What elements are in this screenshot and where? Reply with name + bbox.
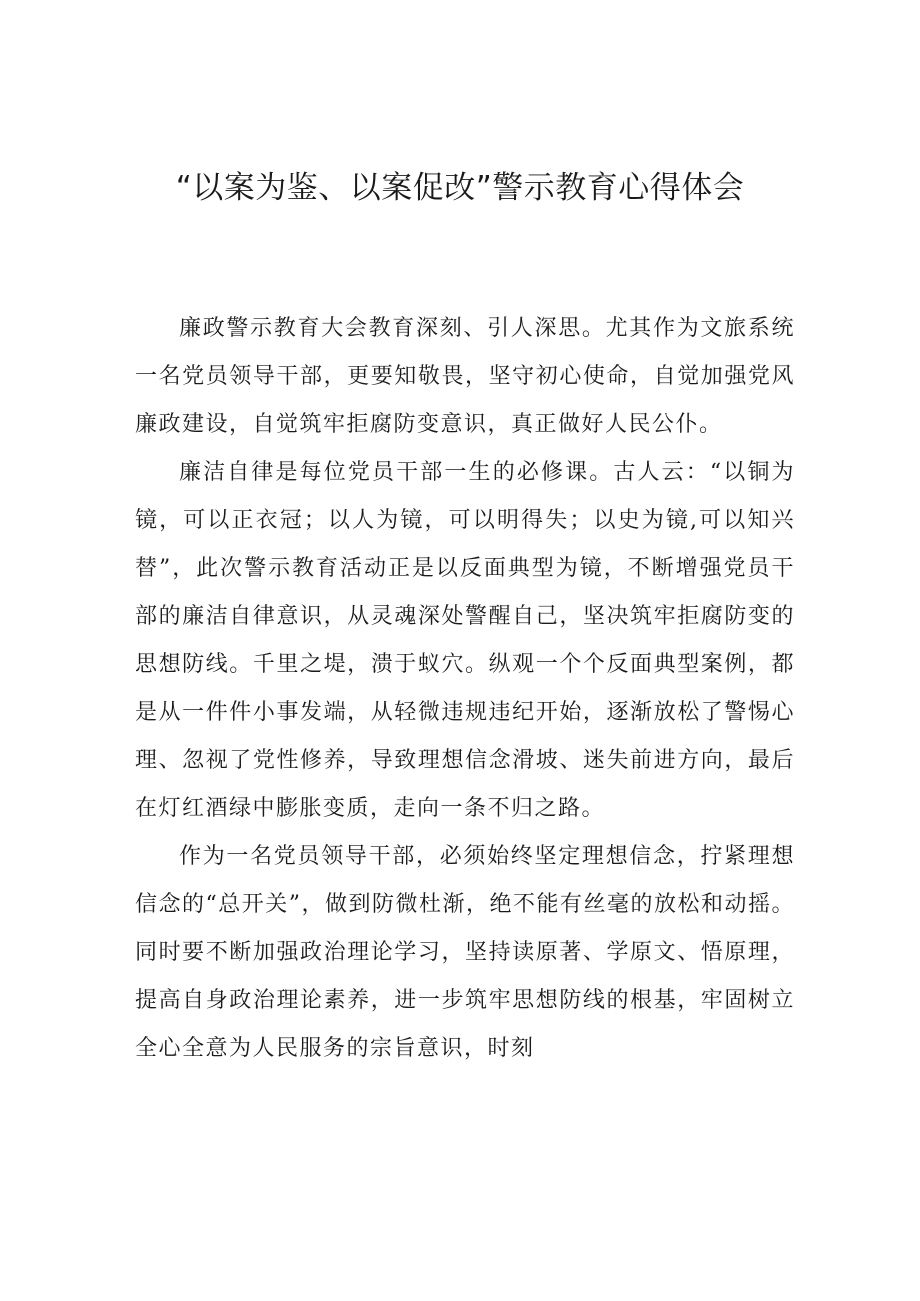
paragraph: 廉洁自律是每位党员干部一生的必修课。古人云：“以铜为镜，可以正衣冠；以人为镜，可以明得失；以史为镜,可以知兴替”，此次警示教育活动正是以反面典型为镜，不断增强党员干部的廉洁自律意识，从灵魂深处警醒自己，坚决筑牢拒腐防变的思想防线。千里之堤，溃于蚁穴。纵观一个个反面典型案例，都是从一件件小事发端，从轻微违规违纪开始，逐渐放松了警惕心理、忽视了党性修养，导致理想信念滑坡、迷失前进方向，最后在灯红酒绿中膨胀变质，走向一条不归之路。 — [135, 460, 795, 821]
document-body — [135, 305, 795, 1073]
paragraph: 廉政警示教育大会教育深刻、引人深思。尤其作为文旅系统一名党员领导干部，更要知敬畏，坚守初心使命，自觉加强党风廉政建设，自觉筑牢拒腐防变意识，真正做好人民公仆。 — [135, 316, 795, 437]
paragraph: 作为一名党员领导干部，必须始终坚定理想信念，拧紧理想信念的“总开关”，做到防微杜渐，绝不能有丝毫的放松和动摇。同时要不断加强政治理论学习，坚持读原著、学原文、悟原理，提高自身政治理论素养，进一步筑牢思想防线的根基，牢固树立全心全意为人民服务的宗旨意识，时刻 — [135, 844, 795, 1061]
document-title: “以案为鉴、以案促改”警示教育心得体会 — [175, 170, 745, 206]
